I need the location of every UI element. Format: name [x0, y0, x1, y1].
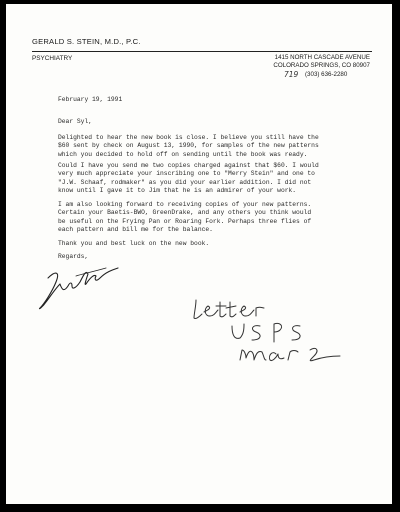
letterhead-department: PSYCHIATRY: [32, 55, 73, 62]
paragraph-line: I am also looking forward to receiving copies of your new patterns.: [58, 201, 312, 208]
paragraph-line: each pattern and bill me for the balance.: [58, 225, 213, 233]
paragraph-3: [58, 201, 378, 234]
address-line-2: COLORADO SPRINGS, CO 80907: [273, 62, 370, 70]
letter-salutation: Dear Syl,: [58, 118, 93, 125]
paragraph-line: "J.W. Schaaf, rodmaker" as you did your earlier addition. I did not: [58, 178, 312, 186]
paragraph-line: very much appreciate your inscribing one to "Merry Stein" and one to: [58, 170, 315, 178]
signature-image: [36, 260, 126, 314]
letter-page: [6, 4, 392, 504]
paragraph-line: $60 sent by check on August 13, 1990, for samples of the new patterns: [58, 142, 319, 150]
address-line-1: 1415 NORTH CASCADE AVENUE: [274, 54, 370, 61]
paragraph-2: [58, 162, 378, 195]
paragraph-line: Delighted to hear the new book is close. I believe you still have the: [58, 134, 319, 141]
letter-closing: Regards,: [58, 253, 89, 260]
paragraph-line: Thank you and best luck on the new book.: [58, 240, 210, 247]
letterhead-phone: (303) 636-2280: [305, 71, 348, 78]
handwritten-area-code: 719: [284, 70, 299, 79]
letterhead-address: [273, 54, 370, 70]
paragraph-line: Could I have you send me two copies charged against that $60. I would: [58, 162, 319, 169]
paragraph-line: which you decided to hold off on sending until the book was ready.: [58, 150, 308, 158]
paragraph-line: Certain your Baetis-BWO, GreenDrake, and any others you think would: [58, 209, 312, 217]
letterhead-rule: [32, 51, 372, 52]
handwritten-note: [190, 294, 360, 374]
paragraph-1: [58, 134, 378, 159]
letter-date: February 19, 1991: [58, 96, 123, 103]
paragraph-line: know until I gave it to Jim that he is an admirer of your work.: [58, 186, 297, 194]
paragraph-line: be useful on the Frying Pan or Roaring Fork. Perhaps three flies of: [58, 217, 312, 225]
letterhead-name: GERALD S. STEIN, M.D., P.C.: [32, 37, 141, 46]
paragraph-4: [58, 240, 378, 248]
